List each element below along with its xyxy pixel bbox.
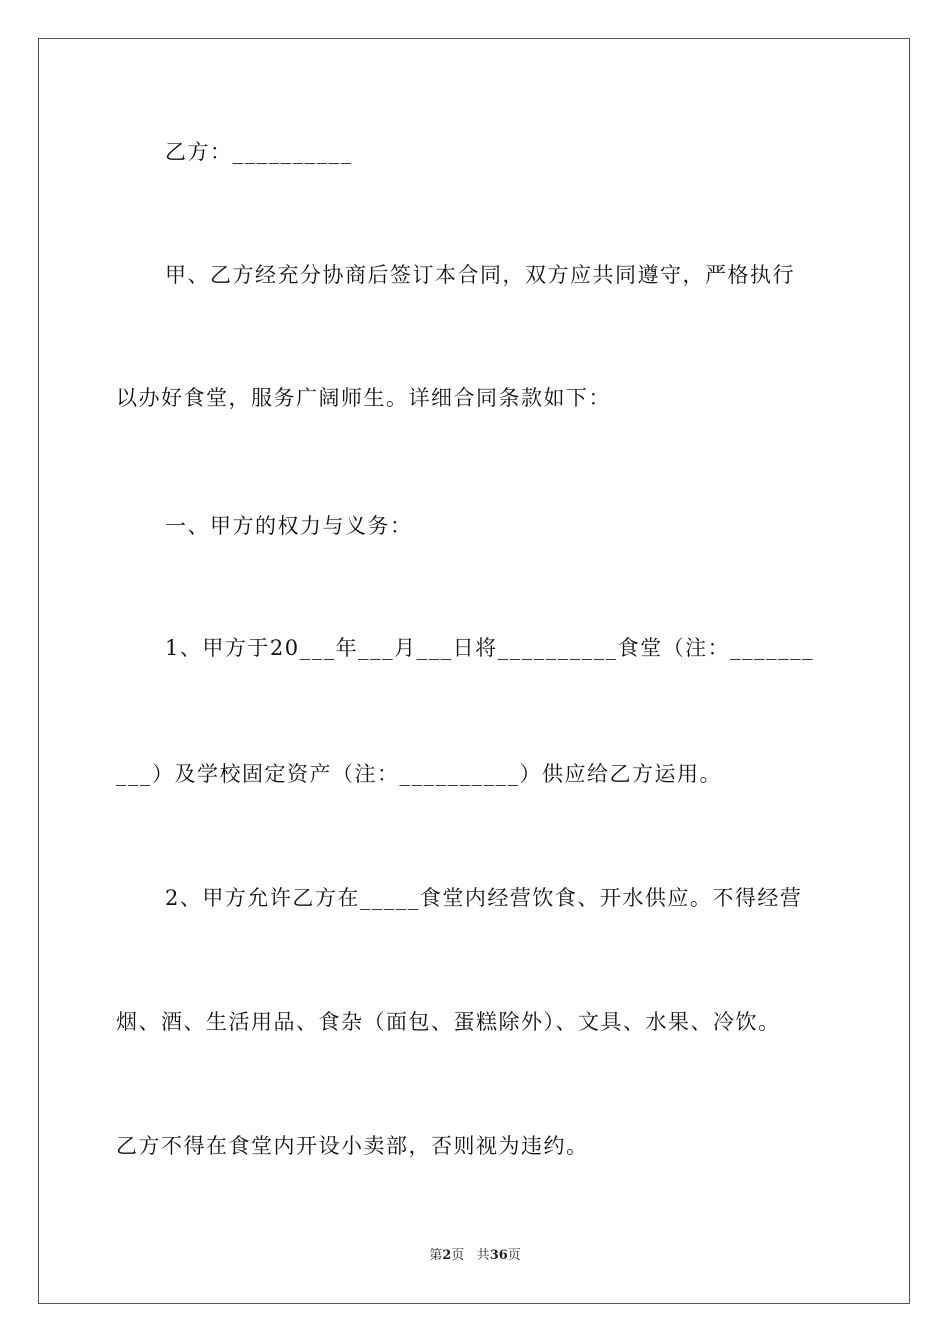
footer-page-number: 2 <box>442 1248 452 1263</box>
footer-total-prefix: 共 <box>476 1248 490 1263</box>
paragraph-intro-line-1: 甲、乙方经充分协商后签订本合同，双方应共同遵守，严格执行 <box>165 263 795 287</box>
clause-2-line-1: 2、甲方允许乙方在_____食堂内经营饮食、开水供应。不得经营 <box>165 886 803 910</box>
footer-total-suffix: 页 <box>507 1248 521 1263</box>
footer-total-pages: 36 <box>489 1248 508 1263</box>
clause-1-line-1: 1、甲方于20___年___月___日将__________食堂（注：_______ <box>165 636 815 660</box>
footer-page-suffix: 页 <box>451 1248 465 1263</box>
page-border <box>38 38 910 1304</box>
clause-1-line-2: ___）及学校固定资产（注：__________）供应给乙方运用。 <box>116 762 722 786</box>
party-b-line: 乙方：__________ <box>165 140 353 164</box>
clause-2-line-2: 烟、酒、生活用品、食杂（面包、蛋糕除外）、文具、水果、冷饮。 <box>116 1010 781 1034</box>
page-footer <box>0 1246 950 1266</box>
clause-2-line-3: 乙方不得在食堂内开设小卖部，否则视为违约。 <box>116 1134 589 1158</box>
footer-page-prefix: 第 <box>429 1248 443 1263</box>
paragraph-intro-line-2: 以办好食堂，服务广阔师生。详细合同条款如下： <box>116 386 611 410</box>
section-heading: 一、甲方的权力与义务： <box>165 514 413 538</box>
